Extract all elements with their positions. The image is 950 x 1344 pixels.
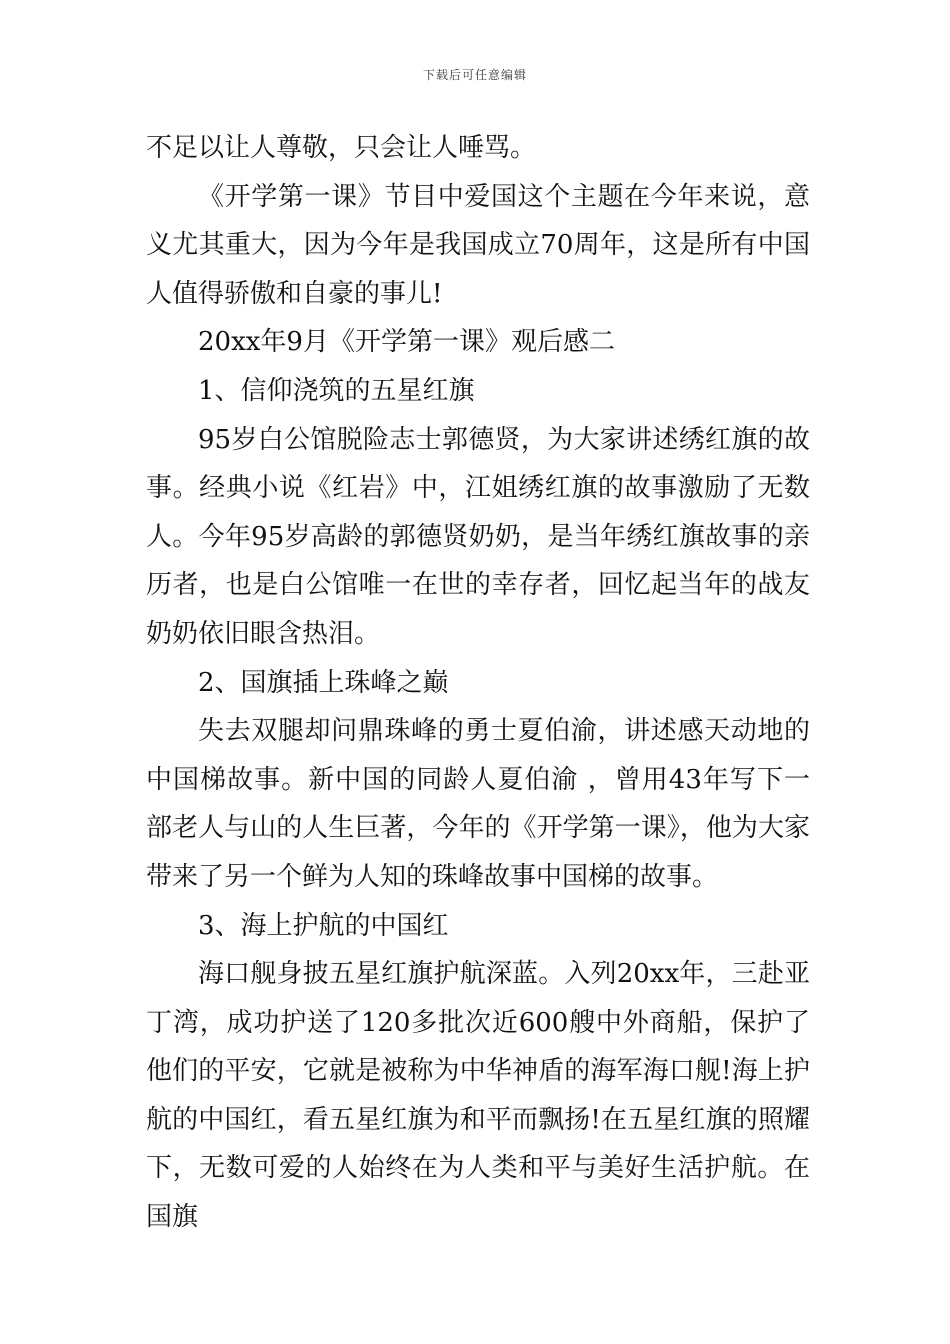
page-header: 下载后可任意编辑 [422, 68, 527, 82]
paragraph-5: 海口舰身披五星红旗护航深蓝。入列20xx年，三赴亚丁湾，成功护送了120多批次近600艘中外商船，保护了他们的平安，它就是被称为中华神盾的海军海口舰!海上护航的中国红，看五星红旗为和平而飘扬!在五星红旗的照耀下，无数可爱的人始终在为人类和平与美好生活护航。在国旗 [146, 959, 810, 1233]
subheading-1: 1、信仰浇筑的五星红旗 [198, 375, 475, 406]
paragraph-3: 95岁白公馆脱险志士郭德贤，为大家讲述绣红旗的故事。经典小说《红岩》中，江姐绣红旗的故事激励了无数人。今年95岁高龄的郭德贤奶奶，是当年绣红旗故事的亲历者，也是白公馆唯一在世的幸存者，回忆起当年的战友奶奶依旧眼含热泪。 [146, 424, 810, 649]
paragraph-1: 不足以让人尊敬，只会让人唾骂。 [146, 133, 537, 163]
subheading-2: 2、国旗插上珠峰之巅 [198, 667, 449, 698]
paragraph-4: 失去双腿却问鼎珠峰的勇士夏伯渝，讲述感天动地的中国梯故事。新中国的同龄人夏伯渝 ，曾用43年写下一部老人与山的人生巨著，今年的《开学第一课》，他为大家带来了另一个鲜为人知的珠峰故事中国梯的故事。 [146, 716, 810, 892]
document-body [146, 124, 810, 1242]
paragraph-2: 《开学第一课》节目中爱国这个主题在今年来说，意义尤其重大，因为今年是我国成立70周年，这是所有中国人值得骄傲和自豪的事儿! [146, 181, 810, 309]
subheading-3: 3、海上护航的中国红 [198, 910, 449, 941]
section-title: 20xx年9月《开学第一课》观后感二 [198, 327, 615, 358]
